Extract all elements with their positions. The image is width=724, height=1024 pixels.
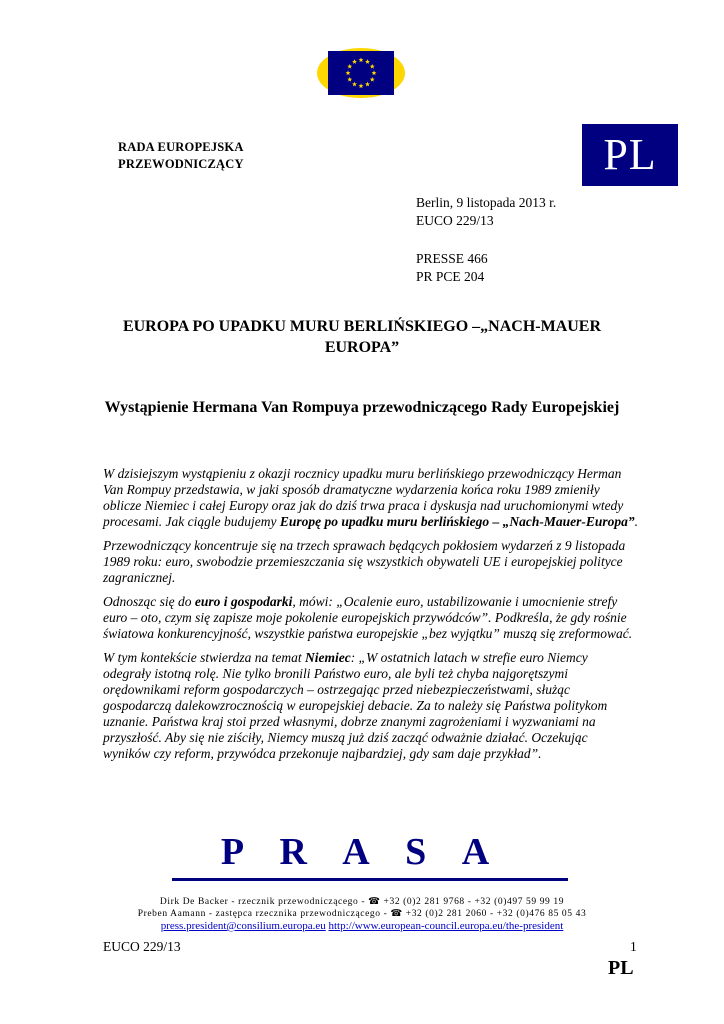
place-date: Berlin, 9 listopada 2013 r. [416, 195, 557, 210]
email-link[interactable]: press.president@consilium.europa.eu [160, 920, 326, 932]
footer-document-ref: EUCO 229/13 [103, 939, 181, 954]
org-role: PRZEWODNICZĄCY [118, 157, 244, 171]
eu-council-logo [316, 47, 406, 99]
page-subtitle: Wystąpienie Hermana Van Rompuya przewodniczącego Rady Europejskiej [104, 399, 620, 416]
org-name: RADA EUROPEJSKA [118, 140, 244, 154]
page-title: EUROPA PO UPADKU MURU BERLIŃSKIEGO –„NACH-MAUER EUROPA” [122, 318, 602, 356]
language-badge: PL [582, 124, 678, 186]
divider [172, 878, 568, 881]
page-number: 1 [630, 939, 637, 954]
press-contacts [100, 896, 624, 920]
paragraph: Odnosząc się do euro i gospodarki, mówi: „Ocalenie euro, ustabilizowanie i umocnienie strefy euro – oto, czym się zapisze moje pokolenie europejskich przywódców”. Podkreśla, że gdy rośnie światowa konkurencyjność, wszystkie państwa europejskie „bez wyjątku” muszą się zreformować. [103, 594, 633, 641]
document-ref: EUCO 229/13 [416, 213, 494, 228]
website-link[interactable]: http://www.european-council.europa.eu/the-president [328, 920, 564, 932]
spokesperson-contact: Dirk De Backer - rzecznik przewodniczącego - ☎ +32 (0)2 281 9768 - +32 (0)497 59 99 19 [159, 897, 565, 907]
pr-number: PR PCE 204 [416, 269, 485, 284]
emphasis: euro i gospodarki [194, 594, 293, 609]
document-meta [416, 194, 556, 286]
body-text [103, 466, 638, 770]
paragraph: W tym kontekście stwierdza na temat Niemiec: „W ostatnich latach w strefie euro Niemcy odegrały istotną rolę. Nie tylko bronili Państwo euro, ale byli też chyba najgorętszymi orędownikami reform gospodarczych – ostrzegając przed niebezpieczeństwami, służąc gospodarczą dalekowzrocznością w europejskiej debacie. Za to należy się Państwa politykom uznanie. Państwa kraj stoi przed własnymi, dobrze znanymi zagrożeniami i wyzwaniami na przyszłość. Aby się nie ziściły, Niemcy muszą już dziś zacząć odważnie działać. Oczekując wyników czy reform, przywódca przekonuje najbardziej, gdy sam daje przykład”. [103, 650, 608, 761]
press-heading: P R A S A [220, 831, 504, 873]
deputy-spokesperson-contact: Preben Aamann - zastępca rzecznika przewodniczącego - ☎ +32 (0)2 281 2060 - +32 (0)476 85 05 43 [137, 909, 587, 919]
paragraph: W dzisiejszym wystąpieniu z okazji rocznicy upadku muru berlińskiego przewodniczący Herman Van Rompuy przedstawia, w jaki sposób dramatyczne wydarzenia końca roku 1989 zmieniły oblicze Niemiec i całej Europy oraz jak do dziś trwa praca i dyskusja nad uruchomionymi wtedy procesami. Jak ciągle budujemy Europę po upadku muru berlińskiego – „Nach-Mauer-Europa”. [103, 466, 639, 529]
emphasis: Niemiec [304, 650, 351, 665]
paragraph: Przewodniczący koncentruje się na trzech sprawach będących pokłosiem wydarzeń z 9 listopada 1989 roku: euro, swobodzie przemieszczania się wszystkich obywateli UE i europejskiej polityce zagranicznej. [103, 538, 626, 585]
emphasis: Europę po upadku muru berlińskiego – „Nach-Mauer-Europa” [279, 514, 635, 529]
footer-language: PL [608, 957, 634, 979]
issuer-block [118, 139, 244, 173]
presse-number: PRESSE 466 [416, 251, 488, 266]
press-links [100, 920, 624, 933]
